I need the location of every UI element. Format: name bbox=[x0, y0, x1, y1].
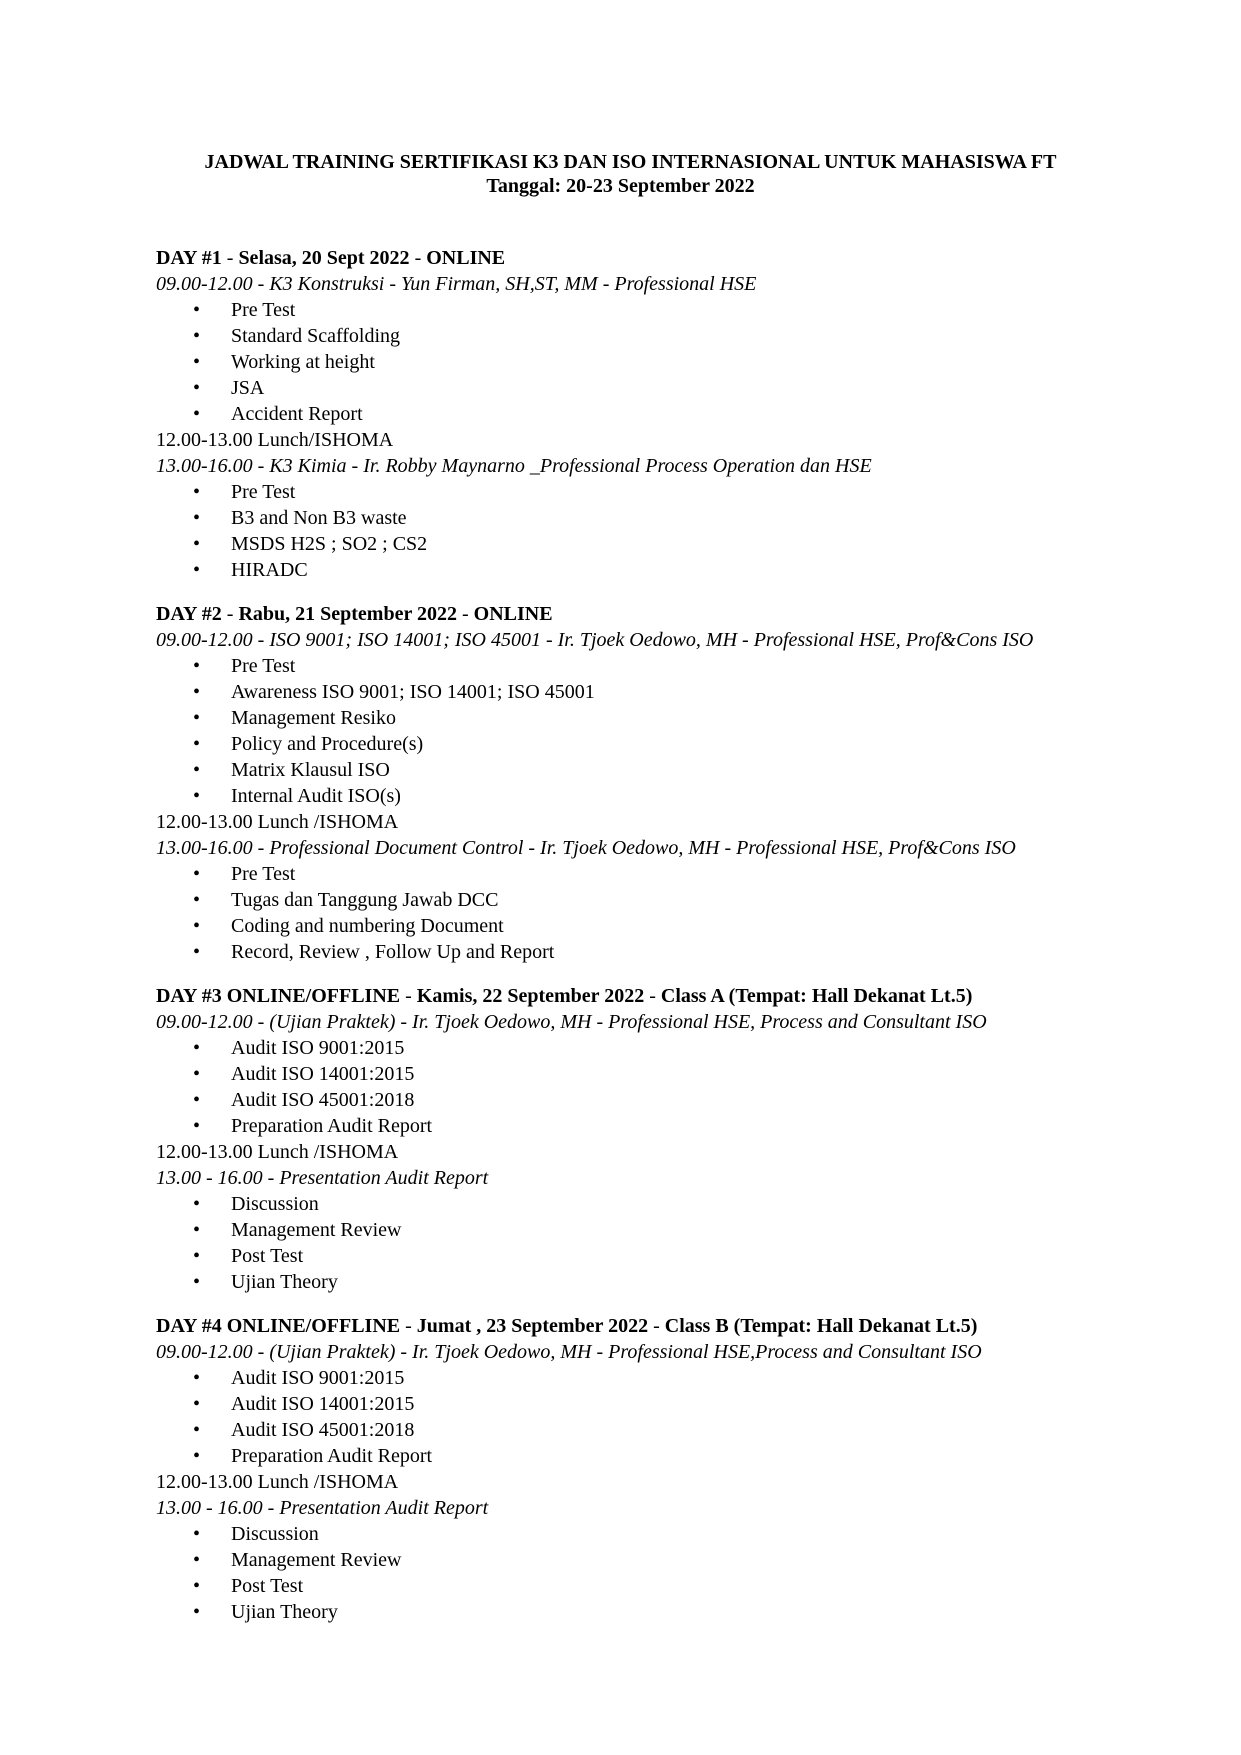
schedule-content bbox=[156, 245, 1156, 1643]
morning-session: 09.00-12.00 - K3 Konstruksi - Yun Firman, SH,ST, MM - Professional HSE bbox=[156, 273, 757, 295]
separator: - bbox=[400, 985, 417, 1007]
lunch-break: 12.00-13.00 Lunch/ISHOMA bbox=[156, 429, 394, 451]
list-item bbox=[193, 1217, 1156, 1243]
bullet-icon: • bbox=[193, 1245, 201, 1267]
list-item-text: Awareness ISO 9001; ISO 14001; ISO 45001 bbox=[231, 681, 595, 703]
bullet-icon: • bbox=[193, 655, 201, 677]
list-item bbox=[193, 1365, 1156, 1391]
bullet-icon: • bbox=[193, 759, 201, 781]
list-item-text: Coding and numbering Document bbox=[231, 915, 504, 937]
list-item bbox=[193, 1521, 1156, 1547]
bullet-icon: • bbox=[193, 1549, 201, 1571]
document-title bbox=[0, 150, 1241, 198]
list-item-text: Management Review bbox=[231, 1549, 402, 1571]
list-item-text: Discussion bbox=[231, 1523, 319, 1545]
bullet-icon: • bbox=[193, 1367, 201, 1389]
day-section-4 bbox=[156, 1313, 1156, 1625]
list-item-text: Internal Audit ISO(s) bbox=[231, 785, 401, 807]
list-item bbox=[193, 1269, 1156, 1295]
bullet-icon: • bbox=[193, 1393, 201, 1415]
day-section-3 bbox=[156, 983, 1156, 1295]
list-item bbox=[193, 505, 1156, 531]
bullet-icon: • bbox=[193, 681, 201, 703]
bullet-icon: • bbox=[193, 403, 201, 425]
separator: - bbox=[644, 985, 661, 1007]
bullet-icon: • bbox=[193, 325, 201, 347]
day-mode: ONLINE bbox=[473, 603, 553, 625]
list-item bbox=[193, 531, 1156, 557]
list-item-text: MSDS H2S ; SO2 ; CS2 bbox=[231, 533, 428, 555]
bullet-icon: • bbox=[193, 1193, 201, 1215]
morning-topics bbox=[156, 653, 1156, 809]
bullet-icon: • bbox=[193, 351, 201, 373]
list-item-text: Management Review bbox=[231, 1219, 402, 1241]
bullet-icon: • bbox=[193, 1037, 201, 1059]
bullet-icon: • bbox=[193, 1575, 201, 1597]
list-item-text: HIRADC bbox=[231, 559, 308, 581]
list-item bbox=[193, 401, 1156, 427]
lunch-break: 12.00-13.00 Lunch /ISHOMA bbox=[156, 1471, 399, 1493]
list-item-text: Policy and Procedure(s) bbox=[231, 733, 424, 755]
afternoon-topics bbox=[156, 861, 1156, 965]
list-item bbox=[193, 375, 1156, 401]
bullet-icon: • bbox=[193, 377, 201, 399]
morning-topics bbox=[156, 1035, 1156, 1139]
day-label: DAY #1 bbox=[156, 247, 222, 269]
list-item-text: Audit ISO 45001:2018 bbox=[231, 1089, 415, 1111]
bullet-icon: • bbox=[193, 707, 201, 729]
bullet-icon: • bbox=[193, 941, 201, 963]
list-item-text: B3 and Non B3 waste bbox=[231, 507, 407, 529]
afternoon-topics bbox=[156, 1191, 1156, 1295]
title-line-2: Tanggal: 20-23 September 2022 bbox=[486, 175, 755, 197]
separator: - bbox=[221, 247, 239, 269]
bullet-icon: • bbox=[193, 533, 201, 555]
list-item-text: Preparation Audit Report bbox=[231, 1445, 433, 1467]
bullet-icon: • bbox=[193, 1445, 201, 1467]
list-item bbox=[193, 349, 1156, 375]
bullet-icon: • bbox=[193, 1523, 201, 1545]
day-heading bbox=[156, 245, 1156, 271]
list-item bbox=[193, 1547, 1156, 1573]
bullet-icon: • bbox=[193, 481, 201, 503]
list-item-text: Audit ISO 9001:2015 bbox=[231, 1037, 405, 1059]
day-label: DAY #4 ONLINE/OFFLINE bbox=[156, 1315, 401, 1337]
day-mode: Class B (Tempat: Hall Dekanat Lt.5) bbox=[664, 1315, 978, 1337]
list-item bbox=[193, 939, 1156, 965]
list-item-text: Discussion bbox=[231, 1193, 319, 1215]
day-heading bbox=[156, 601, 1156, 627]
bullet-icon: • bbox=[193, 1219, 201, 1241]
bullet-icon: • bbox=[193, 507, 201, 529]
afternoon-session: 13.00 - 16.00 - Presentation Audit Report bbox=[156, 1167, 489, 1189]
day-section-2 bbox=[156, 601, 1156, 965]
list-item-text: Pre Test bbox=[231, 481, 296, 503]
list-item-text: Tugas dan Tanggung Jawab DCC bbox=[231, 889, 499, 911]
bullet-icon: • bbox=[193, 1063, 201, 1085]
list-item-text: Pre Test bbox=[231, 655, 296, 677]
list-item bbox=[193, 557, 1156, 583]
afternoon-topics bbox=[156, 479, 1156, 583]
separator: - bbox=[648, 1315, 665, 1337]
bullet-icon: • bbox=[193, 559, 201, 581]
day-label: DAY #2 bbox=[156, 603, 222, 625]
list-item-text: Post Test bbox=[231, 1575, 304, 1597]
morning-session: 09.00-12.00 - ISO 9001; ISO 14001; ISO 45001 - Ir. Tjoek Oedowo, MH - Professional HSE, Prof&Cons ISO bbox=[156, 629, 1034, 651]
list-item bbox=[193, 705, 1156, 731]
list-item bbox=[193, 861, 1156, 887]
day-date: Selasa, 20 Sept 2022 bbox=[238, 247, 410, 269]
list-item-text: Record, Review , Follow Up and Report bbox=[231, 941, 555, 963]
list-item-text: Management Resiko bbox=[231, 707, 396, 729]
afternoon-session: 13.00-16.00 - Professional Document Control - Ir. Tjoek Oedowo, MH - Professional HSE, Prof&Cons ISO bbox=[156, 837, 1016, 859]
list-item-text: Post Test bbox=[231, 1245, 304, 1267]
separator: - bbox=[456, 603, 474, 625]
day-heading bbox=[156, 1313, 1156, 1339]
list-item bbox=[193, 1391, 1156, 1417]
list-item bbox=[193, 323, 1156, 349]
list-item-text: Accident Report bbox=[231, 403, 363, 425]
day-date: Kamis, 22 September 2022 bbox=[416, 985, 645, 1007]
day-mode: ONLINE bbox=[426, 247, 506, 269]
lunch-break: 12.00-13.00 Lunch /ISHOMA bbox=[156, 1141, 399, 1163]
day-mode: Class A (Tempat: Hall Dekanat Lt.5) bbox=[660, 985, 973, 1007]
separator: - bbox=[400, 1315, 417, 1337]
list-item-text: Ujian Theory bbox=[231, 1601, 338, 1623]
day-section-1 bbox=[156, 245, 1156, 583]
list-item-text: Audit ISO 45001:2018 bbox=[231, 1419, 415, 1441]
morning-topics bbox=[156, 297, 1156, 427]
list-item-text: Matrix Klausul ISO bbox=[231, 759, 390, 781]
list-item-text: Pre Test bbox=[231, 863, 296, 885]
list-item bbox=[193, 1087, 1156, 1113]
list-item-text: Standard Scaffolding bbox=[231, 325, 401, 347]
list-item bbox=[193, 1417, 1156, 1443]
bullet-icon: • bbox=[193, 733, 201, 755]
list-item-text: Working at height bbox=[231, 351, 375, 373]
list-item-text: Pre Test bbox=[231, 299, 296, 321]
list-item-text: Ujian Theory bbox=[231, 1271, 338, 1293]
afternoon-session: 13.00-16.00 - K3 Kimia - Ir. Robby Maynarno _Professional Process Operation dan HSE bbox=[156, 455, 872, 477]
list-item bbox=[193, 913, 1156, 939]
bullet-icon: • bbox=[193, 863, 201, 885]
list-item bbox=[193, 887, 1156, 913]
list-item bbox=[193, 783, 1156, 809]
list-item-text: Audit ISO 14001:2015 bbox=[231, 1063, 415, 1085]
day-label: DAY #3 ONLINE/OFFLINE bbox=[156, 985, 401, 1007]
list-item bbox=[193, 653, 1156, 679]
list-item bbox=[193, 679, 1156, 705]
list-item-text: Preparation Audit Report bbox=[231, 1115, 433, 1137]
list-item bbox=[193, 1599, 1156, 1625]
list-item-text: Audit ISO 14001:2015 bbox=[231, 1393, 415, 1415]
day-date: Jumat , 23 September 2022 bbox=[416, 1315, 649, 1337]
list-item bbox=[193, 757, 1156, 783]
bullet-icon: • bbox=[193, 1271, 201, 1293]
bullet-icon: • bbox=[193, 785, 201, 807]
list-item bbox=[193, 297, 1156, 323]
morning-topics bbox=[156, 1365, 1156, 1469]
bullet-icon: • bbox=[193, 1419, 201, 1441]
bullet-icon: • bbox=[193, 915, 201, 937]
afternoon-session: 13.00 - 16.00 - Presentation Audit Report bbox=[156, 1497, 489, 1519]
list-item-text: Audit ISO 9001:2015 bbox=[231, 1367, 405, 1389]
list-item bbox=[193, 479, 1156, 505]
list-item bbox=[193, 1443, 1156, 1469]
bullet-icon: • bbox=[193, 1115, 201, 1137]
bullet-icon: • bbox=[193, 1089, 201, 1111]
separator: - bbox=[221, 603, 239, 625]
list-item bbox=[193, 1573, 1156, 1599]
list-item bbox=[193, 1035, 1156, 1061]
list-item bbox=[193, 1191, 1156, 1217]
separator: - bbox=[409, 247, 427, 269]
day-heading bbox=[156, 983, 1156, 1009]
list-item bbox=[193, 1061, 1156, 1087]
list-item-text: JSA bbox=[231, 377, 265, 399]
lunch-break: 12.00-13.00 Lunch /ISHOMA bbox=[156, 811, 399, 833]
bullet-icon: • bbox=[193, 1601, 201, 1623]
morning-session: 09.00-12.00 - (Ujian Praktek) - Ir. Tjoek Oedowo, MH - Professional HSE, Process and Consultant ISO bbox=[156, 1011, 987, 1033]
title-line-1: JADWAL TRAINING SERTIFIKASI K3 DAN ISO INTERNASIONAL UNTUK MAHASISWA FT bbox=[204, 151, 1057, 173]
list-item bbox=[193, 1243, 1156, 1269]
bullet-icon: • bbox=[193, 299, 201, 321]
morning-session: 09.00-12.00 - (Ujian Praktek) - Ir. Tjoek Oedowo, MH - Professional HSE,Process and Consultant ISO bbox=[156, 1341, 982, 1363]
afternoon-topics bbox=[156, 1521, 1156, 1625]
bullet-icon: • bbox=[193, 889, 201, 911]
list-item bbox=[193, 731, 1156, 757]
day-date: Rabu, 21 September 2022 bbox=[238, 603, 457, 625]
list-item bbox=[193, 1113, 1156, 1139]
